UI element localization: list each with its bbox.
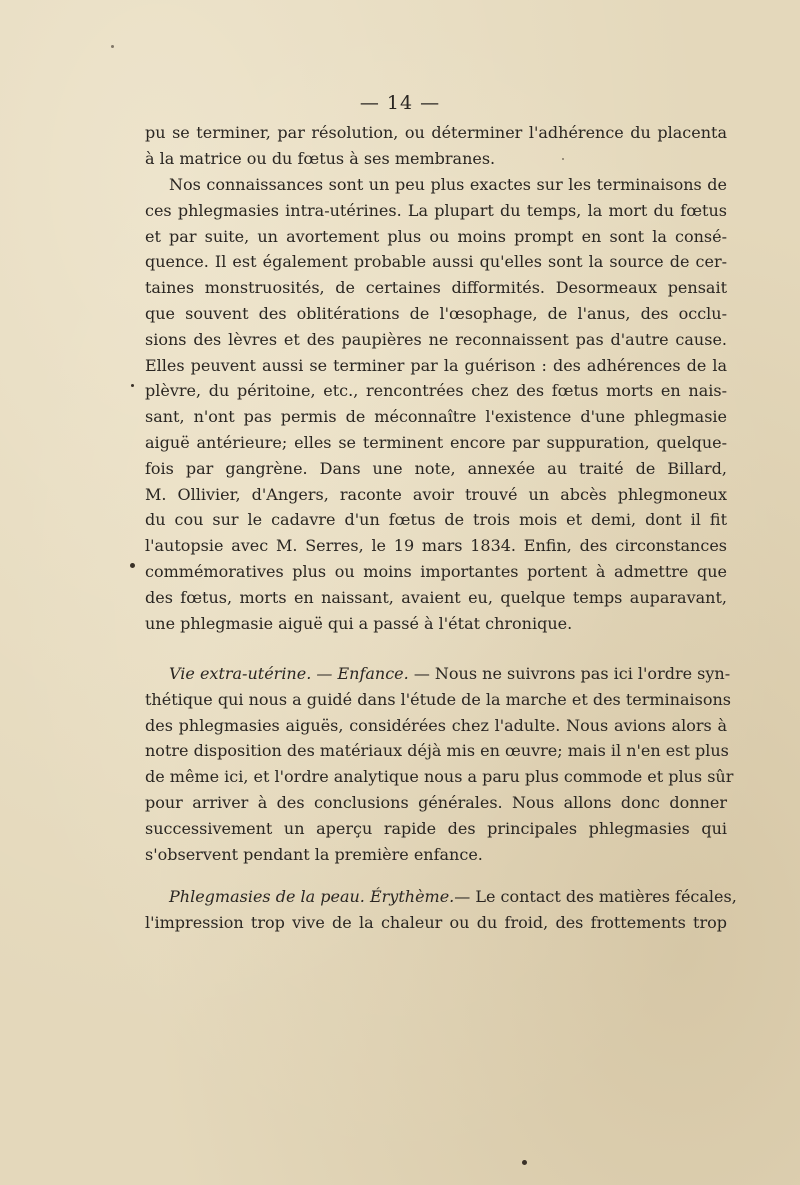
paper-speck [111, 45, 114, 48]
paragraph-1 [145, 120, 727, 172]
text-line: des fœtus, morts en naissant, avaient eu, quelque temps auparavant, [145, 587, 727, 607]
text-line [145, 661, 731, 687]
text-fragment: — Le contact des matières fécales, [454, 887, 737, 906]
text-line: une phlegmasie aiguë qui a passé à l'état chronique. [145, 613, 573, 633]
text-line: l'impression trop vive de la chaleur ou du froid, des frottements trop [145, 912, 727, 932]
paper-speck [131, 384, 134, 387]
text-line: des phlegmasies aiguës, considérées chez l'adulte. Nous avions alors à [145, 715, 727, 735]
text-line: Nos connaissances sont un peu plus exactes sur les terminaisons de [169, 175, 727, 194]
paper-speck [130, 563, 135, 568]
text-line: sions des lèvres et des paupières ne reconnaissent pas d'autre cause. [145, 329, 727, 349]
paragraph-4 [145, 884, 737, 936]
text-line: ces phlegmasies intra-utérines. La plupart du temps, la mort du fœtus [145, 200, 727, 220]
text-line: taines monstruosités, de certaines difformités. Desormeaux pensait [145, 278, 727, 298]
text-line: l'autopsie avec M. Serres, le 19 mars 1834. Enfin, des circonstances [145, 536, 727, 556]
text-line: que souvent des oblitérations de l'œsophage, de l'anus, des occlu- [145, 303, 727, 323]
paragraph-2 [145, 172, 727, 636]
text-line: du cou sur le cadavre d'un fœtus de trois mois et demi, dont il fit [145, 510, 727, 530]
text-line: quence. Il est également probable aussi qu'elles sont la source de cer- [145, 252, 727, 272]
text-line [145, 884, 737, 910]
text-line: sant, n'ont pas permis de méconnaître l'existence d'une phlegmasie [145, 407, 727, 427]
paper-speck [522, 1160, 527, 1165]
section-heading-erytheme: Phlegmasies de la peau. Érythème. [169, 887, 455, 906]
text-line: aiguë antérieure; elles se terminent encore par suppuration, quelque- [145, 432, 727, 452]
text-line: à la matrice ou du fœtus à ses membranes. [145, 148, 496, 168]
text-line: pour arriver à des conclusions générales. Nous allons donc donner [145, 792, 727, 812]
text-fragment: — Nous ne suivrons pas ici l'ordre syn- [408, 664, 731, 683]
text-line: pu se terminer, par résolution, ou déterminer l'adhérence du placenta [145, 123, 727, 142]
text-line: de même ici, et l'ordre analytique nous a paru plus commode et plus sûr [145, 767, 734, 787]
text-line: notre disposition des matériaux déjà mis en œuvre; mais il n'en est plus [145, 741, 729, 761]
text-line: thétique qui nous a guidé dans l'étude de la marche et des terminaisons [145, 689, 731, 709]
text-line: M. Ollivier, d'Angers, raconte avoir trouvé un abcès phlegmoneux [145, 484, 727, 504]
paragraph-3 [145, 661, 734, 867]
text-line: plèvre, du péritoine, etc., rencontrées chez des fœtus morts en nais- [145, 381, 727, 401]
paper-speck [562, 158, 564, 160]
section-heading-enfance: Vie extra-utérine. — Enfance. [169, 664, 409, 683]
text-line: Elles peuvent aussi se terminer par la guérison : des adhérences de la [145, 355, 727, 375]
text-line: fois par gangrène. Dans une note, annexée au traité de Billard, [145, 458, 727, 478]
text-line: successivement un aperçu rapide des principales phlegmasies qui [145, 818, 727, 838]
text-line: commémoratives plus ou moins importantes portent à admettre que [145, 561, 727, 581]
text-line: s'observent pendant la première enfance. [145, 844, 483, 864]
page-number: — 14 — [359, 92, 441, 114]
text-line: et par suite, un avortement plus ou moins prompt en sont la consé- [145, 226, 727, 246]
